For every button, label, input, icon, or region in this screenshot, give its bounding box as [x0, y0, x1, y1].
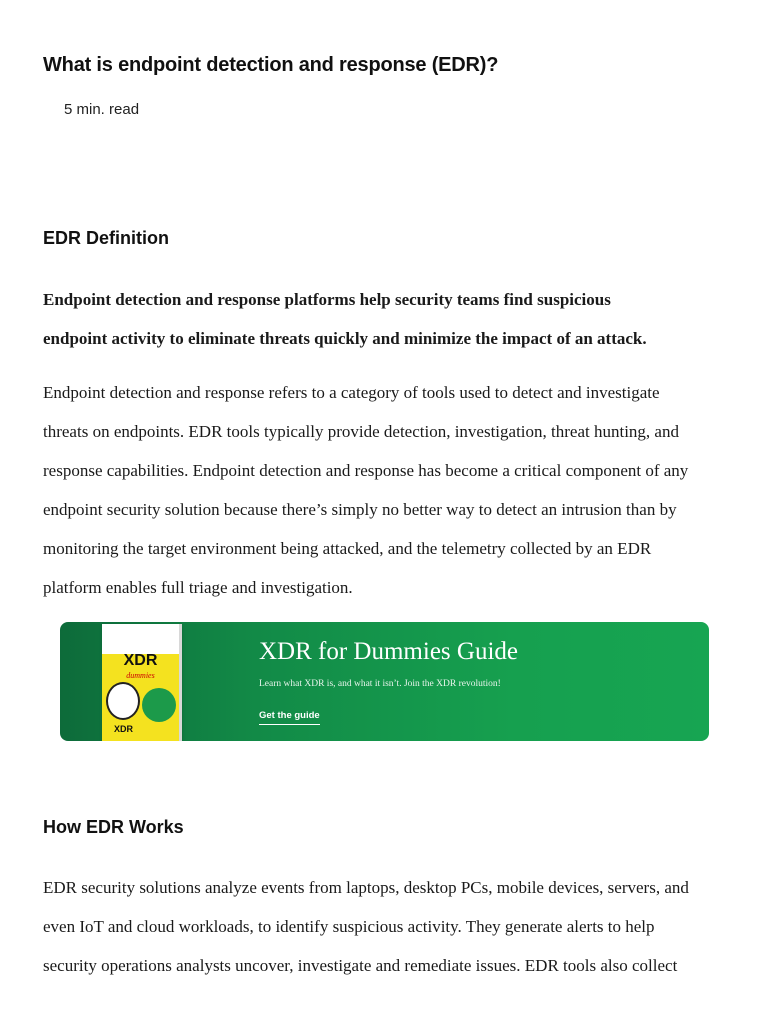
definition-paragraph [43, 373, 733, 607]
book-spine [179, 624, 182, 741]
paragraph-line: endpoint security solution because there’s simply no better way to detect an intrusion than by [43, 500, 677, 519]
book-series: dummies [126, 671, 155, 680]
paragraph-line: platform enables full triage and investigation. [43, 578, 353, 597]
paragraph-line: monitoring the target environment being attacked, and the telemetry collected by an EDR [43, 539, 652, 558]
paragraph-line: threats on endpoints. EDR tools typically provide detection, investigation, threat hunting, and [43, 422, 679, 441]
lead-paragraph [43, 280, 733, 358]
book-title: XDR [123, 652, 158, 669]
banner-title: XDR for Dummies Guide [259, 638, 518, 665]
how-edr-works-paragraph [43, 868, 733, 985]
get-the-guide-link[interactable]: Get the guide [259, 710, 320, 725]
banner-subtitle: Learn what XDR is, and what it isn’t. Join the XDR revolution! [259, 679, 501, 689]
read-time: 5 min. read [64, 101, 140, 118]
book-cover-header [102, 624, 179, 654]
dummies-mascot-icon [106, 682, 140, 720]
book-cover-image [102, 624, 179, 741]
paragraph-line: Endpoint detection and response refers to a category of tools used to detect and investigate [43, 383, 660, 402]
edr-definition-heading: EDR Definition [43, 228, 169, 248]
article-title: What is endpoint detection and response (EDR)? [43, 54, 499, 76]
lead-line: endpoint activity to eliminate threats quickly and minimize the impact of an attack. [43, 329, 647, 348]
xdr-guide-banner[interactable] [60, 622, 709, 741]
book-bottom-label: XDR [114, 724, 134, 734]
paragraph-line: even IoT and cloud workloads, to identify suspicious activity. They generate alerts to help [43, 917, 655, 936]
paragraph-line: response capabilities. Endpoint detection and response has become a critical component of any [43, 461, 689, 480]
lead-line: Endpoint detection and response platforms help security teams find suspicious [43, 290, 611, 309]
paragraph-line: EDR security solutions analyze events from laptops, desktop PCs, mobile devices, servers, and [43, 878, 689, 897]
book-badge-icon [142, 688, 176, 722]
how-edr-works-heading: How EDR Works [43, 817, 184, 837]
paragraph-line: security operations analysts uncover, investigate and remediate issues. EDR tools also collect [43, 956, 678, 975]
